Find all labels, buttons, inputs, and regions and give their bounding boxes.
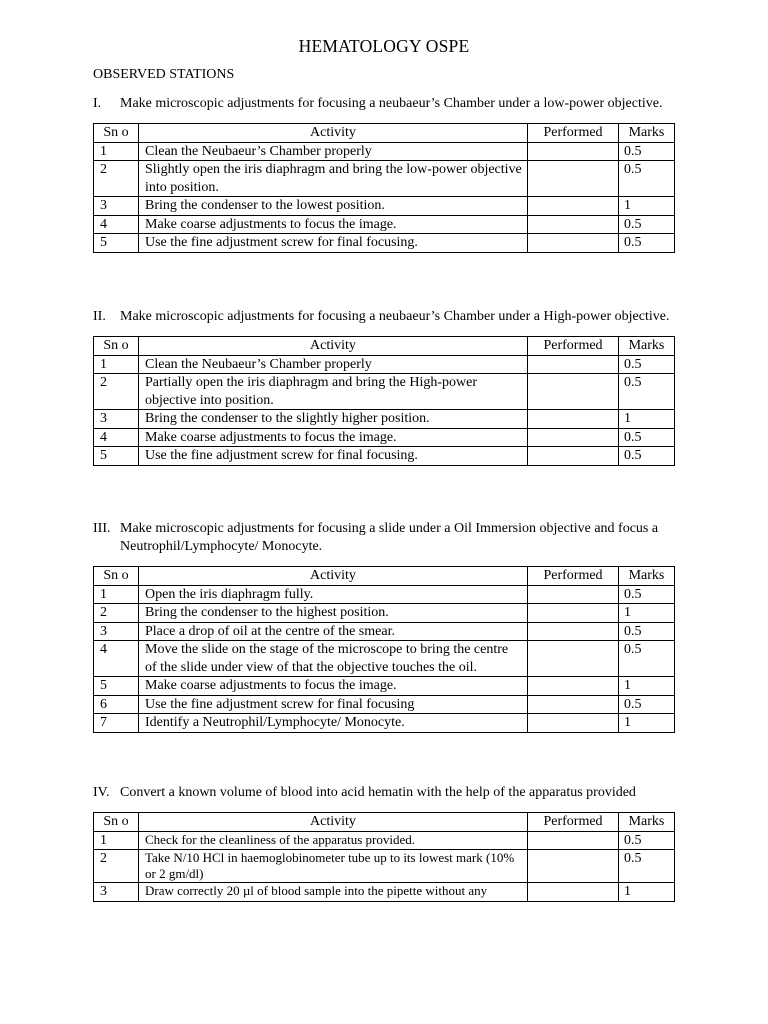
row-activity: Use the fine adjustment screw for final focusing bbox=[139, 695, 528, 714]
header-activity: Activity bbox=[139, 567, 528, 586]
header-performed: Performed bbox=[528, 813, 619, 832]
row-activity: Make coarse adjustments to focus the image. bbox=[139, 677, 528, 696]
station-section bbox=[93, 95, 683, 253]
header-activity: Activity bbox=[139, 124, 528, 143]
table-row bbox=[94, 695, 675, 714]
station-number: II. bbox=[93, 309, 106, 324]
row-activity: Use the fine adjustment screw for final focusing. bbox=[139, 447, 528, 466]
row-performed bbox=[528, 355, 619, 374]
row-performed bbox=[528, 215, 619, 234]
header-marks: Marks bbox=[619, 813, 675, 832]
table-header-row bbox=[94, 567, 675, 586]
row-marks: 0.5 bbox=[619, 215, 675, 234]
header-sno: Sn o bbox=[94, 567, 139, 586]
row-sno: 1 bbox=[94, 831, 139, 850]
row-sno: 3 bbox=[94, 883, 139, 902]
row-sno: 1 bbox=[94, 355, 139, 374]
row-activity: Open the iris diaphragm fully. bbox=[139, 585, 528, 604]
station-instruction bbox=[93, 95, 683, 113]
row-marks: 1 bbox=[619, 410, 675, 429]
row-performed bbox=[528, 142, 619, 161]
table-row bbox=[94, 883, 675, 902]
row-sno: 1 bbox=[94, 585, 139, 604]
header-sno: Sn o bbox=[94, 124, 139, 143]
row-activity: Bring the condenser to the lowest position. bbox=[139, 197, 528, 216]
row-sno: 2 bbox=[94, 161, 139, 197]
table-row bbox=[94, 197, 675, 216]
row-performed bbox=[528, 234, 619, 253]
row-activity: Bring the condenser to the highest position. bbox=[139, 604, 528, 623]
header-marks: Marks bbox=[619, 567, 675, 586]
table-row bbox=[94, 850, 675, 883]
row-activity: Make coarse adjustments to focus the image. bbox=[139, 215, 528, 234]
row-activity: Take N/10 HCl in haemoglobinometer tube up to its lowest mark (10% or 2 gm/dl) bbox=[139, 850, 528, 883]
table-header-row bbox=[94, 124, 675, 143]
row-marks: 0.5 bbox=[619, 355, 675, 374]
row-performed bbox=[528, 641, 619, 677]
row-activity: Use the fine adjustment screw for final focusing. bbox=[139, 234, 528, 253]
header-marks: Marks bbox=[619, 337, 675, 356]
table-row bbox=[94, 161, 675, 197]
row-activity: Clean the Neubaeur’s Chamber properly bbox=[139, 142, 528, 161]
station-section bbox=[93, 784, 683, 902]
row-marks: 0.5 bbox=[619, 234, 675, 253]
row-sno: 4 bbox=[94, 428, 139, 447]
row-marks: 0.5 bbox=[619, 850, 675, 883]
table-row bbox=[94, 641, 675, 677]
row-sno: 4 bbox=[94, 215, 139, 234]
row-marks: 0.5 bbox=[619, 585, 675, 604]
row-sno: 4 bbox=[94, 641, 139, 677]
row-activity: Move the slide on the stage of the microscope to bring the centre of the slide under view of that the objective touches the oil. bbox=[139, 641, 528, 677]
row-performed bbox=[528, 428, 619, 447]
header-performed: Performed bbox=[528, 567, 619, 586]
table-row bbox=[94, 142, 675, 161]
table-row bbox=[94, 831, 675, 850]
checklist-table bbox=[93, 566, 675, 733]
table-row bbox=[94, 585, 675, 604]
row-marks: 0.5 bbox=[619, 447, 675, 466]
row-marks: 1 bbox=[619, 677, 675, 696]
header-performed: Performed bbox=[528, 337, 619, 356]
station-number: III. bbox=[93, 521, 111, 536]
row-performed bbox=[528, 677, 619, 696]
row-sno: 5 bbox=[94, 447, 139, 466]
row-sno: 7 bbox=[94, 714, 139, 733]
table-row bbox=[94, 355, 675, 374]
header-performed: Performed bbox=[528, 124, 619, 143]
checklist-table bbox=[93, 812, 675, 902]
station-instruction bbox=[93, 308, 683, 326]
row-marks: 0.5 bbox=[619, 161, 675, 197]
row-performed bbox=[528, 850, 619, 883]
row-activity: Slightly open the iris diaphragm and bring the low-power objective into position. bbox=[139, 161, 528, 197]
row-sno: 2 bbox=[94, 604, 139, 623]
row-marks: 1 bbox=[619, 714, 675, 733]
row-marks: 1 bbox=[619, 883, 675, 902]
header-marks: Marks bbox=[619, 124, 675, 143]
station-instruction bbox=[93, 784, 683, 802]
row-marks: 0.5 bbox=[619, 374, 675, 410]
row-marks: 0.5 bbox=[619, 142, 675, 161]
row-activity: Identify a Neutrophil/Lymphocyte/ Monocyte. bbox=[139, 714, 528, 733]
row-performed bbox=[528, 714, 619, 733]
row-performed bbox=[528, 585, 619, 604]
row-sno: 5 bbox=[94, 677, 139, 696]
checklist-table bbox=[93, 336, 675, 466]
station-section bbox=[93, 308, 683, 466]
header-sno: Sn o bbox=[94, 337, 139, 356]
table-header-row bbox=[94, 337, 675, 356]
row-marks: 1 bbox=[619, 604, 675, 623]
row-performed bbox=[528, 447, 619, 466]
station-number: I. bbox=[93, 96, 102, 111]
row-performed bbox=[528, 161, 619, 197]
row-activity: Make coarse adjustments to focus the image. bbox=[139, 428, 528, 447]
station-text: Make microscopic adjustments for focusing a slide under a Oil Immersion objective and focus a Neutrophil/Lymphocyte/ Monocyte. bbox=[120, 521, 659, 554]
row-sno: 3 bbox=[94, 622, 139, 641]
table-row bbox=[94, 677, 675, 696]
page-title: HEMATOLOGY OSPE bbox=[298, 36, 470, 56]
table-row bbox=[94, 374, 675, 410]
row-sno: 5 bbox=[94, 234, 139, 253]
row-activity: Clean the Neubaeur’s Chamber properly bbox=[139, 355, 528, 374]
station-text: Convert a known volume of blood into acid hematin with the help of the apparatus provided bbox=[120, 785, 636, 800]
row-performed bbox=[528, 883, 619, 902]
row-performed bbox=[528, 831, 619, 850]
row-sno: 6 bbox=[94, 695, 139, 714]
row-activity: Partially open the iris diaphragm and bring the High-power objective into position. bbox=[139, 374, 528, 410]
row-activity: Check for the cleanliness of the apparatus provided. bbox=[139, 831, 528, 850]
row-performed bbox=[528, 604, 619, 623]
table-row bbox=[94, 604, 675, 623]
row-sno: 3 bbox=[94, 197, 139, 216]
header-activity: Activity bbox=[139, 813, 528, 832]
row-sno: 3 bbox=[94, 410, 139, 429]
section-heading: OBSERVED STATIONS bbox=[93, 67, 235, 82]
row-sno: 2 bbox=[94, 850, 139, 883]
row-performed bbox=[528, 622, 619, 641]
header-activity: Activity bbox=[139, 337, 528, 356]
checklist-table bbox=[93, 123, 675, 253]
station-instruction bbox=[93, 520, 683, 556]
station-number: IV. bbox=[93, 785, 110, 800]
row-performed bbox=[528, 197, 619, 216]
row-marks: 0.5 bbox=[619, 641, 675, 677]
row-sno: 2 bbox=[94, 374, 139, 410]
row-marks: 0.5 bbox=[619, 428, 675, 447]
row-marks: 1 bbox=[619, 197, 675, 216]
row-sno: 1 bbox=[94, 142, 139, 161]
table-row bbox=[94, 410, 675, 429]
table-header-row bbox=[94, 813, 675, 832]
row-activity: Place a drop of oil at the centre of the smear. bbox=[139, 622, 528, 641]
row-performed bbox=[528, 410, 619, 429]
table-row bbox=[94, 215, 675, 234]
table-row bbox=[94, 234, 675, 253]
table-row bbox=[94, 447, 675, 466]
station-section bbox=[93, 520, 683, 733]
station-text: Make microscopic adjustments for focusing a neubaeur’s Chamber under a low-power objective. bbox=[120, 96, 663, 111]
row-performed bbox=[528, 695, 619, 714]
row-activity: Draw correctly 20 µl of blood sample into the pipette without any bbox=[139, 883, 528, 902]
row-performed bbox=[528, 374, 619, 410]
table-row bbox=[94, 428, 675, 447]
row-marks: 0.5 bbox=[619, 831, 675, 850]
row-activity: Bring the condenser to the slightly higher position. bbox=[139, 410, 528, 429]
table-row bbox=[94, 622, 675, 641]
row-marks: 0.5 bbox=[619, 695, 675, 714]
header-sno: Sn o bbox=[94, 813, 139, 832]
station-text: Make microscopic adjustments for focusing a neubaeur’s Chamber under a High-power objective. bbox=[120, 309, 670, 324]
table-row bbox=[94, 714, 675, 733]
row-marks: 0.5 bbox=[619, 622, 675, 641]
